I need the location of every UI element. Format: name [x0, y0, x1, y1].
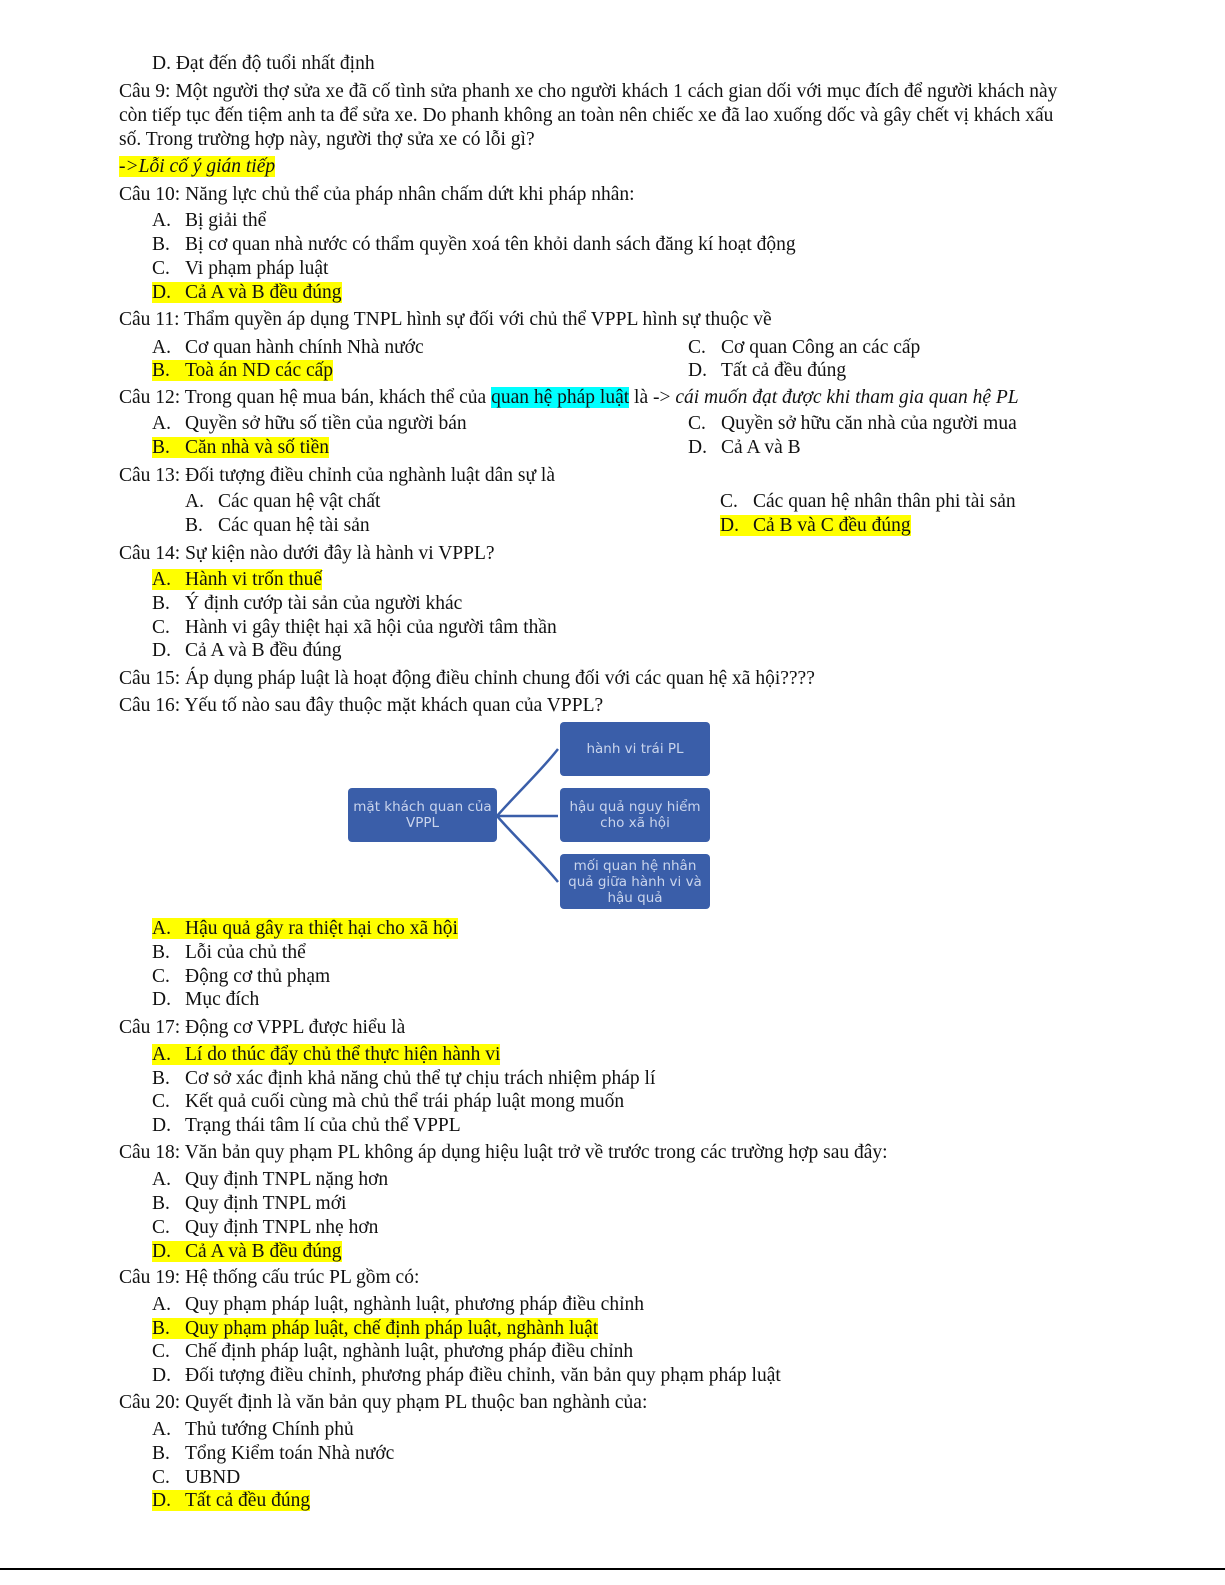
q12-option-c [688, 412, 1017, 436]
option-text: Cả A và B đều đúng [185, 282, 342, 303]
question-15: Câu 15: Áp dụng pháp luật là hoạt động điều chỉnh chung đối với các quan hệ xã hội???? [119, 668, 815, 689]
question-9-line-1: Câu 9: Một người thợ sửa xe đã cố tình sửa phanh xe cho người khách 1 cách gian dối với mục đích để người khách này [119, 81, 1058, 102]
option-text: Căn nhà và số tiền [185, 437, 330, 458]
q11-option-c [688, 336, 920, 360]
question-9-answer [119, 155, 275, 179]
option-label: B. [152, 1443, 170, 1464]
option-label: B. [152, 360, 170, 381]
option-text: Quy định TNPL mới [185, 1193, 347, 1214]
q13-option-a [185, 490, 380, 514]
question-11: Câu 11: Thẩm quyền áp dụng TNPL hình sự đối với chủ thể VPPL hình sự thuộc về [119, 309, 772, 330]
option-label: C. [688, 413, 706, 434]
option-text: Trạng thái tâm lí của chủ thể VPPL [185, 1115, 461, 1136]
q18-option-d [152, 1240, 342, 1264]
option-label: A. [152, 413, 171, 434]
q14-option-b [152, 592, 462, 616]
q8-option-d: D. Đạt đến độ tuổi nhất định [152, 53, 375, 74]
option-text: Hành vi trốn thuế [185, 569, 323, 590]
question-12 [119, 386, 1019, 410]
option-label: B. [152, 234, 170, 255]
option-label: A. [152, 569, 171, 590]
question-text: là -> [629, 387, 676, 408]
question-14: Câu 14: Sự kiện nào dưới đây là hành vi VPPL? [119, 543, 495, 564]
q14-option-a [152, 568, 322, 592]
option-label: C. [152, 258, 170, 279]
option-text: Quy phạm pháp luật, nghành luật, phương pháp điều chỉnh [185, 1294, 645, 1315]
q16-option-a [152, 917, 458, 941]
q11-option-a [152, 336, 424, 360]
option-text: Đối tượng điều chỉnh, phương pháp điều chỉnh, văn bản quy phạm pháp luật [185, 1365, 781, 1386]
option-text: Toà án ND các cấp [185, 360, 334, 381]
q12-option-b [152, 436, 329, 460]
q12-option-d [688, 436, 801, 460]
q16-option-d [152, 988, 259, 1012]
option-text: Quy định TNPL nặng hơn [185, 1169, 389, 1190]
option-text: Cả A và B đều đúng [185, 1241, 342, 1262]
q20-option-a [152, 1418, 354, 1442]
option-text: Chế định pháp luật, nghành luật, phương pháp điều chỉnh [185, 1341, 634, 1362]
diagram-node-behavior: hành vi trái PL [560, 722, 710, 776]
q20-option-c [152, 1466, 240, 1490]
diagram-node-consequence: hậu quả nguy hiểm cho xã hội [560, 788, 710, 842]
question-13: Câu 13: Đối tượng điều chỉnh của nghành luật dân sự là [119, 465, 555, 486]
answer-highlight: ->Lỗi cố ý gián tiếp [119, 156, 276, 177]
option-label: D. [688, 360, 707, 381]
option-text: Hành vi gây thiệt hại xã hội của người tâm thần [185, 617, 557, 638]
option-label: D. [152, 1365, 171, 1386]
option-text: Kết quả cuối cùng mà chủ thể trái pháp luật mong muốn [185, 1091, 625, 1112]
option-label: C. [152, 1217, 170, 1238]
option-label: B. [152, 593, 170, 614]
option-text: Cả A và B [721, 437, 801, 458]
option-text: Tất cả đều đúng [185, 1490, 311, 1511]
option-text: Quyền sở hữu căn nhà của người mua [721, 413, 1017, 434]
option-label: D. [688, 437, 707, 458]
q16-option-b [152, 941, 306, 965]
question-10: Câu 10: Năng lực chủ thể của pháp nhân chấm dứt khi pháp nhân: [119, 184, 635, 205]
option-label: B. [152, 1318, 170, 1339]
question-16: Câu 16: Yếu tố nào sau đây thuộc mặt khách quan của VPPL? [119, 695, 604, 716]
q16-option-c [152, 965, 330, 989]
option-text: Ý định cướp tài sản của người khác [185, 593, 463, 614]
q10-option-d [152, 281, 342, 305]
option-label: D. [720, 515, 739, 536]
option-label: A. [152, 210, 171, 231]
option-label: D. [152, 1115, 171, 1136]
option-text: Quy định TNPL nhẹ hơn [185, 1217, 379, 1238]
option-text: Cả A và B đều đúng [185, 640, 342, 661]
q19-option-c [152, 1340, 633, 1364]
q10-option-c [152, 257, 328, 281]
option-label: B. [152, 942, 170, 963]
question-text: Câu 12: Trong quan hệ mua bán, khách thể của [119, 387, 492, 408]
question-9-line-2: còn tiếp tục đến tiệm anh ta để sửa xe. Do phanh không an toàn nên chiếc xe đã lao xuống dốc và gây chết vị khách xấu [119, 105, 1054, 126]
option-text: Cả B và C đều đúng [753, 515, 911, 536]
q13-option-b [185, 514, 370, 538]
option-text: Tất cả đều đúng [721, 360, 847, 381]
option-label: D. [152, 1241, 171, 1262]
option-label: B. [152, 437, 170, 458]
question-17: Câu 17: Động cơ VPPL được hiểu là [119, 1017, 406, 1038]
question-18: Câu 18: Văn bản quy phạm PL không áp dụng hiệu luật trở về trước trong các trường hợp sau đây: [119, 1142, 888, 1163]
option-text: Quy phạm pháp luật, chế định pháp luật, nghành luật [185, 1318, 599, 1339]
q19-option-a [152, 1293, 644, 1317]
option-text: Các quan hệ tài sản [218, 515, 370, 536]
option-label: B. [152, 1193, 170, 1214]
page-bottom-divider [0, 1568, 1225, 1570]
q18-option-a [152, 1168, 388, 1192]
q13-option-c [720, 490, 1016, 514]
q10-option-b [152, 233, 796, 257]
option-label: D. [152, 1490, 171, 1511]
q19-option-d [152, 1364, 781, 1388]
option-text: Các quan hệ vật chất [218, 491, 381, 512]
q14-option-c [152, 616, 557, 640]
option-label: A. [152, 1294, 171, 1315]
diagram-root-node: mặt khách quan của VPPL [348, 788, 497, 842]
option-text: Tổng Kiểm toán Nhà nước [185, 1443, 395, 1464]
q18-option-c [152, 1216, 378, 1240]
option-label: D. [152, 282, 171, 303]
option-label: D. [152, 989, 171, 1010]
option-label: C. [688, 337, 706, 358]
q20-option-b [152, 1442, 394, 1466]
option-label: B. [185, 515, 203, 536]
option-label: C. [720, 491, 738, 512]
q11-option-d [688, 359, 846, 383]
q12-option-a [152, 412, 467, 436]
q17-option-c [152, 1090, 624, 1114]
option-text: Động cơ thủ phạm [185, 966, 331, 987]
option-label: C. [152, 617, 170, 638]
option-text: UBND [185, 1467, 241, 1488]
question-20: Câu 20: Quyết định là văn bản quy phạm PL thuộc ban nghành của: [119, 1392, 648, 1413]
q17-option-d [152, 1114, 461, 1138]
option-label: A. [185, 491, 204, 512]
option-label: A. [152, 1169, 171, 1190]
term-highlight: quan hệ pháp luật [491, 387, 630, 408]
option-text: Cơ quan hành chính Nhà nước [185, 337, 424, 358]
q10-option-a [152, 209, 266, 233]
q19-option-b [152, 1317, 598, 1341]
option-label: A. [152, 337, 171, 358]
option-text: Bị giải thể [185, 210, 267, 231]
q20-option-d [152, 1489, 310, 1513]
question-19: Câu 19: Hệ thống cấu trúc PL gồm có: [119, 1267, 420, 1288]
question-9-line-3: số. Trong trường hợp này, người thợ sửa xe có lỗi gì? [119, 129, 535, 150]
q13-option-d [720, 514, 911, 538]
option-text: Vi phạm pháp luật [185, 258, 329, 279]
option-text: Các quan hệ nhân thân phi tài sản [753, 491, 1016, 512]
option-label: A. [152, 1419, 171, 1440]
q11-option-b [152, 359, 333, 383]
option-text: Quyền sở hữu số tiền của người bán [185, 413, 467, 434]
diagram-node-causality: mối quan hệ nhân quả giữa hành vi và hậu quả [560, 854, 710, 909]
q14-option-d [152, 639, 342, 663]
objective-aspect-diagram [340, 722, 720, 912]
option-label: C. [152, 966, 170, 987]
option-text: Hậu quả gây ra thiệt hại cho xã hội [185, 918, 458, 939]
option-text: Thủ tướng Chính phủ [185, 1419, 354, 1440]
option-text: Lỗi của chủ thể [185, 942, 306, 963]
option-label: B. [152, 1068, 170, 1089]
option-label: A. [152, 1044, 171, 1065]
option-text: Bị cơ quan nhà nước có thẩm quyền xoá tên khỏi danh sách đăng kí hoạt động [185, 234, 796, 255]
option-label: D. [152, 640, 171, 661]
annotation-text: cái muốn đạt được khi tham gia quan hệ PL [675, 387, 1019, 408]
option-text: Mục đích [185, 989, 260, 1010]
q18-option-b [152, 1192, 346, 1216]
option-text: Cơ sở xác định khả năng chủ thể tự chịu trách nhiệm pháp lí [185, 1068, 656, 1089]
option-text: Lí do thúc đẩy chủ thể thực hiện hành vi [185, 1044, 501, 1065]
option-label: A. [152, 918, 171, 939]
q17-option-a [152, 1043, 500, 1067]
option-label: C. [152, 1341, 170, 1362]
option-label: C. [152, 1467, 170, 1488]
q17-option-b [152, 1067, 655, 1091]
option-label: C. [152, 1091, 170, 1112]
option-text: Cơ quan Công an các cấp [721, 337, 921, 358]
